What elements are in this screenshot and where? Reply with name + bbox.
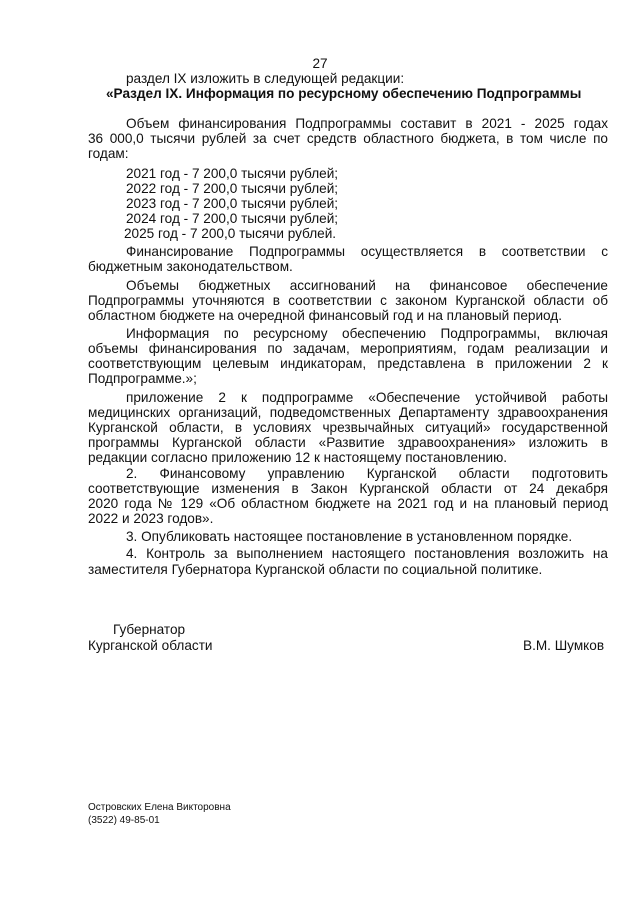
paragraph-5-line-4: программы Курганской области «Развитие здравоохранения» изложить в xyxy=(88,435,608,450)
signer-position-line-2: Курганской области xyxy=(88,638,213,653)
paragraph-7-line-1: 3. Опубликовать настоящее постановление в установленном порядке. xyxy=(126,529,573,544)
paragraph-3-line-2: Подпрограммы уточняются в соответствии с законом Курганской области об xyxy=(88,293,608,308)
executor-phone: (3522) 49-85-01 xyxy=(88,815,160,826)
paragraph-5-line-5: редакции согласно приложению 12 к настоящему постановлению. xyxy=(88,450,508,465)
paragraph-8-line-2: заместителя Губернатора Курганской области по социальной политике. xyxy=(88,562,543,577)
year-amount-2025: 2025 год - 7 200,0 тысячи рублей. xyxy=(124,226,337,241)
section-title: «Раздел IX. Информация по ресурсному обеспечению Подпрограммы xyxy=(106,86,582,101)
paragraph-6-line-4: 2022 и 2023 годов». xyxy=(88,511,214,526)
paragraph-1-line-1: Объем финансирования Подпрограммы составит в 2021 - 2025 годах xyxy=(126,116,608,131)
paragraph-1-line-2: 36 000,0 тысячи рублей за счет средств областного бюджета, в том числе по xyxy=(88,131,608,146)
paragraph-1-line-3: годам: xyxy=(88,146,129,161)
year-amount-2021: 2021 год - 7 200,0 тысячи рублей; xyxy=(126,166,339,181)
paragraph-2-line-1: Финансирование Подпрограммы осуществляется в соответствии с xyxy=(126,244,608,259)
year-amount-2022: 2022 год - 7 200,0 тысячи рублей; xyxy=(126,181,339,196)
paragraph-2-line-2: бюджетным законодательством. xyxy=(88,259,293,274)
paragraph-8-line-1: 4. Контроль за выполнением настоящего постановления возложить на xyxy=(126,546,608,561)
paragraph-5-line-2: медицинских организаций, подведомственных Департаменту здравоохранения xyxy=(88,405,608,420)
year-amount-2023: 2023 год - 7 200,0 тысячи рублей; xyxy=(126,196,339,211)
paragraph-5-line-1: приложение 2 к подпрограмме «Обеспечение устойчивой работы xyxy=(126,390,608,405)
executor-name: Островских Елена Викторовна xyxy=(88,802,231,813)
paragraph-6-line-1: 2. Финансовому управлению Курганской области подготовить xyxy=(126,466,608,481)
paragraph-4-line-1: Информация по ресурсному обеспечению Подпрограммы, включая xyxy=(126,326,608,341)
paragraph-4-line-4: Подпрограмме.»; xyxy=(88,371,197,386)
paragraph-4-line-2: объемы финансирования по задачам, мероприятиям, годам реализации и xyxy=(88,341,608,356)
paragraph-3-line-1: Объемы бюджетных ассигнований на финансовое обеспечение xyxy=(126,278,608,293)
intro-line: раздел IX изложить в следующей редакции: xyxy=(126,71,405,86)
page-number: 27 xyxy=(312,56,328,71)
paragraph-6-line-2: соответствующие изменения в Закон Курганской области от 24 декабря xyxy=(88,481,608,496)
paragraph-4-line-3: соответствующим целевым индикаторам, представлена в приложении 2 к xyxy=(88,356,608,371)
paragraph-3-line-3: областном бюджете на очередной финансовый год и на плановый период. xyxy=(88,308,563,323)
paragraph-5-line-3: Курганской области, в условиях чрезвычайных ситуаций» государственной xyxy=(88,420,608,435)
signer-name: В.М. Шумков xyxy=(523,638,605,653)
year-amount-2024: 2024 год - 7 200,0 тысячи рублей; xyxy=(126,211,339,226)
signer-position-line-1: Губернатор xyxy=(113,622,186,637)
paragraph-6-line-3: 2020 года № 129 «Об областном бюджете на 2021 год и на плановый период xyxy=(88,496,608,511)
